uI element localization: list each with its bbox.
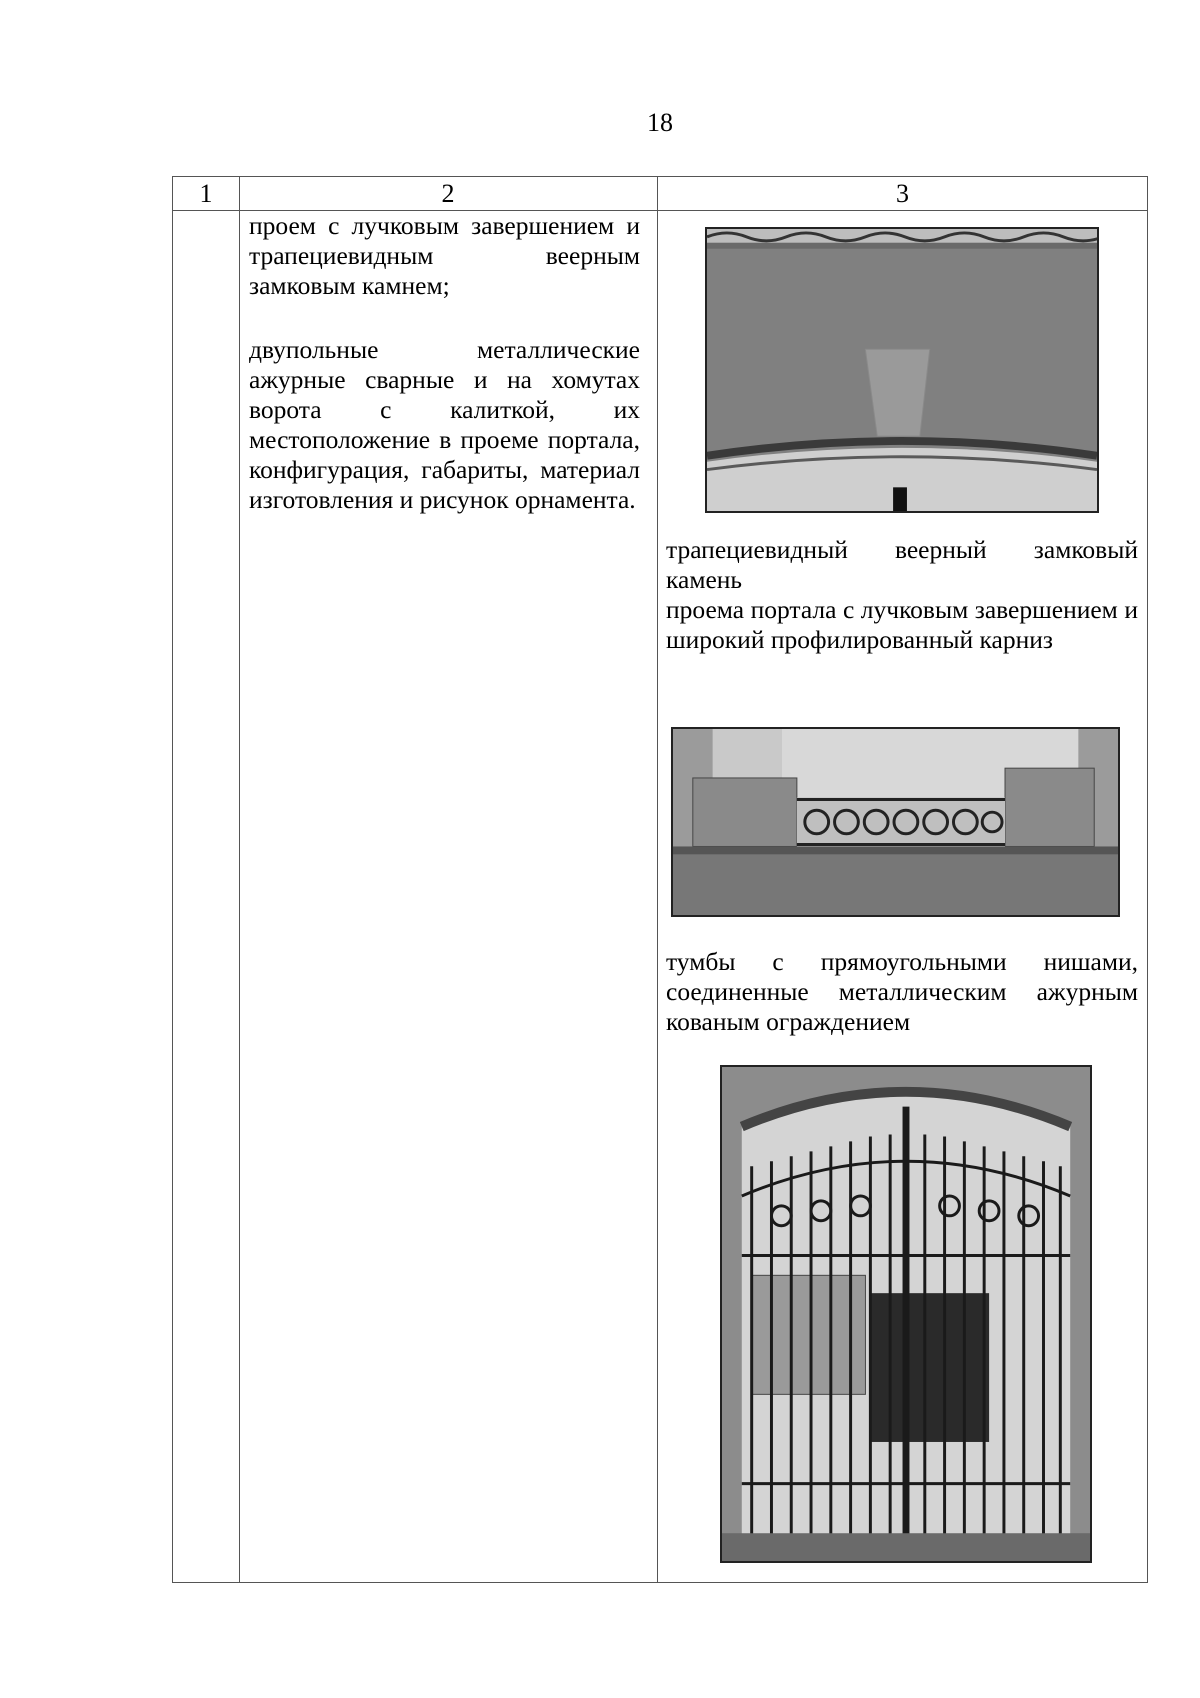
column-divider <box>239 177 240 1582</box>
column-header-1: 1 <box>199 179 213 208</box>
column-2-description <box>249 211 640 515</box>
keystone-caption-line-1: трапециевидный веерный замковый камень <box>666 535 1138 594</box>
pedestals-railing-photo <box>671 727 1120 917</box>
pedestals-caption-text: тумбы с прямоугольными нишами, соединенные металлическим ажурным кованым ограждением <box>666 947 1138 1036</box>
keystone-caption-line-2: проема портала с лучковым завершением и широкий профилированный карниз <box>666 595 1138 654</box>
description-paragraph-1: проем с лучковым завершением и трапециевидным веерным замковым камнем; <box>249 211 640 300</box>
column-header-2: 2 <box>441 179 455 208</box>
column-divider <box>657 177 658 1582</box>
keystone-caption <box>666 535 1138 655</box>
column-header-3: 3 <box>896 179 909 208</box>
page-number: 18 <box>647 108 673 137</box>
keystone-arch-photo <box>705 227 1099 513</box>
gates-photo <box>720 1065 1092 1563</box>
pedestals-caption <box>666 947 1138 1037</box>
description-paragraph-2: двупольные металлические ажурные сварные и на хомутах ворота с калиткой, их местоположение в проеме портала, конфигурация, габариты, материал изготовления и рисунок орнамента. <box>249 335 640 514</box>
content-table <box>172 176 1148 1583</box>
